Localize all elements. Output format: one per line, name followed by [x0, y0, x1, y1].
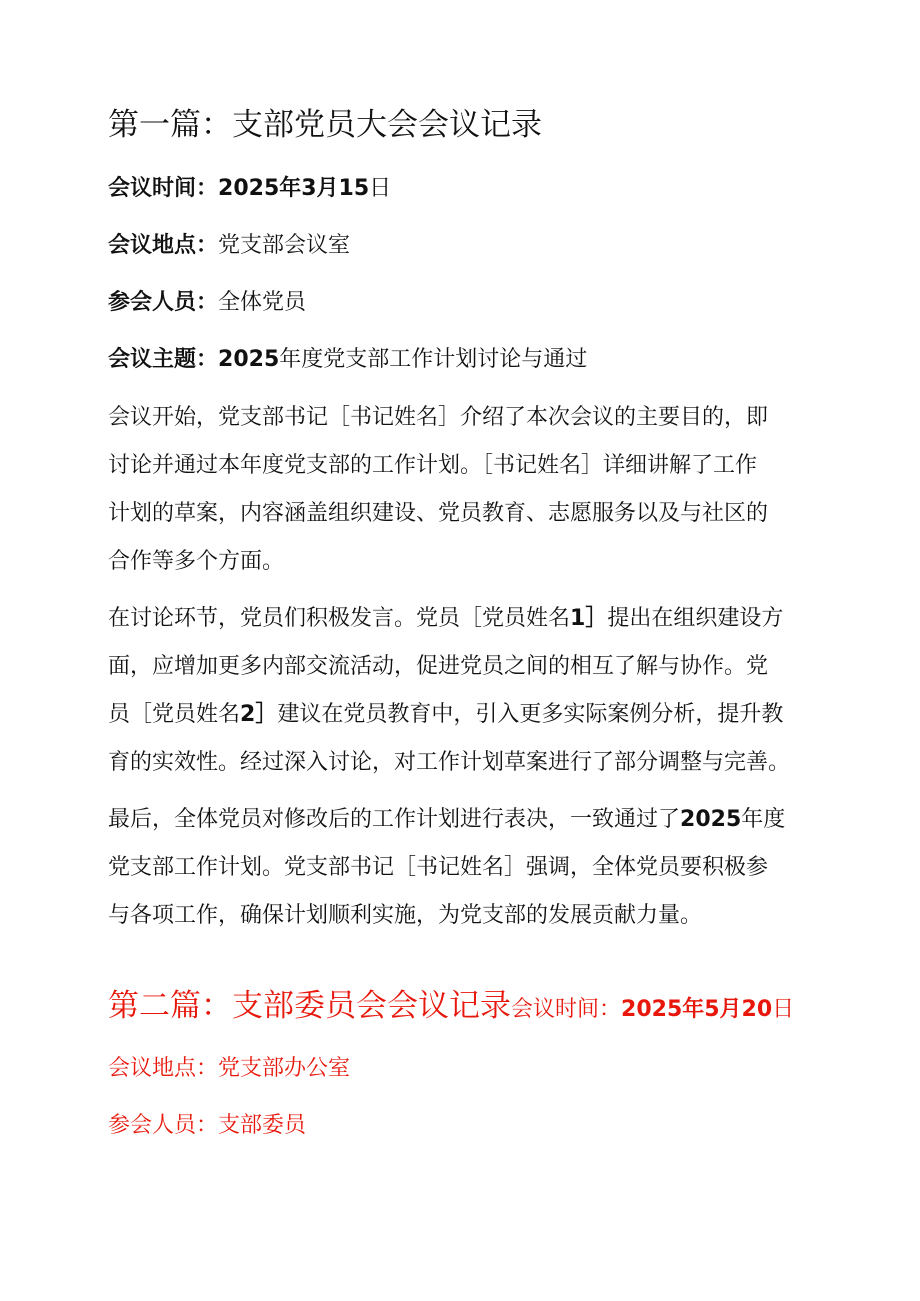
- paragraph-line: 讨论并通过本年度党支部的工作计划。［书记姓名］详细讲解了工作: [108, 453, 758, 478]
- meeting-time-value-bold: 2025年3月15: [218, 176, 370, 201]
- meeting-time-label: 会议时间：: [108, 176, 219, 201]
- paragraph-line: [108, 796, 820, 844]
- paragraph-line: 会议开始，党支部书记［书记姓名］介绍了本次会议的主要目的，即: [108, 405, 769, 430]
- section2-time-label: 会议时间：: [511, 997, 622, 1022]
- section2-heading: [108, 984, 794, 1032]
- meeting-topic-label: 会议主题：: [108, 347, 219, 372]
- section2-attendees: [108, 1110, 306, 1142]
- paragraph-line: 计划的草案，内容涵盖组织建设、党员教育、志愿服务以及与社区的: [108, 501, 769, 526]
- section2-attendees-label: 参会人员：: [108, 1113, 219, 1138]
- paragraph-opening: [108, 394, 820, 586]
- paragraph-discussion: [108, 595, 820, 787]
- meeting-time-value: 日: [369, 176, 392, 201]
- paragraph-line: [108, 595, 820, 643]
- meeting-topic-year: 2025: [218, 347, 280, 372]
- text-run: 最后，全体党员对修改后的工作计划进行表决，一致通过了: [108, 807, 681, 832]
- paragraph-line: 党支部工作计划。党支部书记［书记姓名］强调，全体党员要积极参: [108, 855, 769, 880]
- meeting-location-value: 党支部会议室: [218, 233, 351, 258]
- section2-title: 第二篇：支部委员会会议记录: [108, 988, 511, 1024]
- section2-location-label: 会议地点：: [108, 1056, 219, 1081]
- text-run: 年度: [741, 807, 786, 832]
- paragraph-line: 面，应增加更多内部交流活动，促进党员之间的相互了解与协作。党: [108, 654, 769, 679]
- paragraph-line: [108, 691, 820, 739]
- section1-title: 第一篇：支部党员大会会议记录: [108, 107, 542, 143]
- section2-location: [108, 1053, 350, 1085]
- section2-time-bold: 2025年5月20: [621, 997, 773, 1022]
- section2-attendees-value: 支部委员: [218, 1113, 307, 1138]
- text-run: 员［党员姓名: [108, 702, 241, 727]
- meeting-attendees-value: 全体党员: [218, 290, 307, 315]
- meeting-time: [108, 173, 391, 205]
- section2-location-value: 党支部办公室: [218, 1056, 351, 1081]
- member-number-2: 2］: [240, 702, 278, 727]
- section2-meeting-time: [511, 997, 794, 1022]
- text-run: 建议在党员教育中，引入更多实际案例分析，提升教: [277, 702, 784, 727]
- meeting-topic-value: 年度党支部工作计划讨论与通过: [279, 347, 588, 372]
- text-run: 在讨论环节，党员们积极发言。党员［党员姓名: [108, 606, 571, 631]
- paragraph-line: 与各项工作，确保计划顺利实施，为党支部的发展贡献力量。: [108, 903, 703, 928]
- paragraph-conclusion: [108, 796, 820, 940]
- meeting-location: [108, 230, 350, 262]
- meeting-attendees-label: 参会人员：: [108, 290, 219, 315]
- meeting-topic: [108, 344, 587, 376]
- text-run: 提出在组织建设方: [607, 606, 784, 631]
- meeting-location-label: 会议地点：: [108, 233, 219, 258]
- year-bold: 2025: [680, 807, 742, 832]
- paragraph-line: 育的实效性。经过深入讨论，对工作计划草案进行了部分调整与完善。: [108, 750, 791, 775]
- paragraph-line: 合作等多个方面。: [108, 549, 285, 574]
- member-number-1: 1］: [570, 606, 608, 631]
- section2-time-tail: 日: [772, 997, 795, 1022]
- meeting-attendees: [108, 287, 306, 319]
